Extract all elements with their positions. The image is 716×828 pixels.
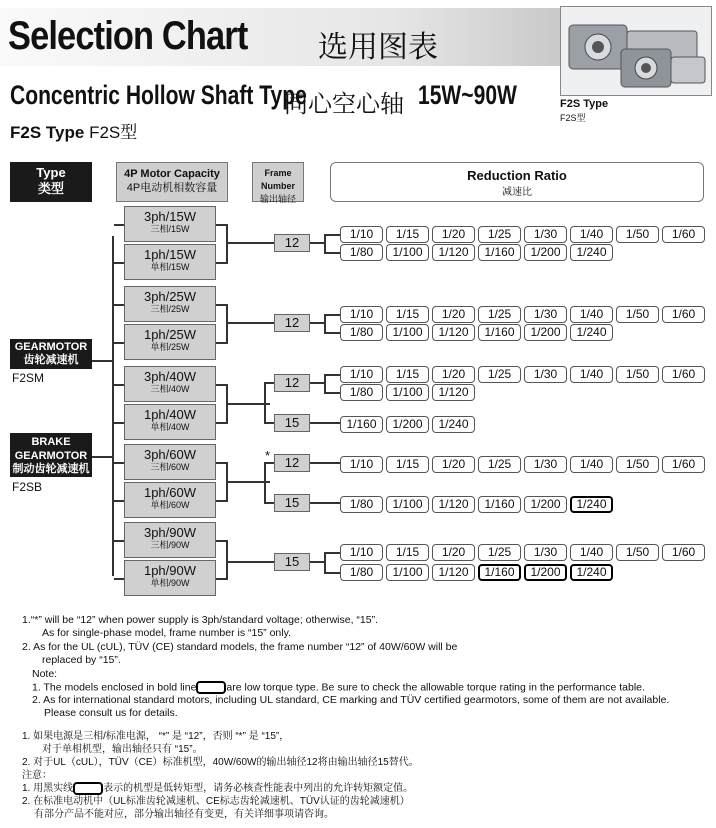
note-en-nt1: 1. The models enclosed in bold line are low torque type. Be sure to check the allowable torque rating in the performance table. [32,681,645,694]
ratio-row [340,306,705,323]
ratio-cell: 1/200 [524,324,567,341]
ratio-cell: 1/160 [478,244,521,261]
motor-label: 3ph/25W [143,289,197,304]
page-title-cn: 选用图表 [318,31,438,64]
column-type: Type 类型 [10,162,92,202]
ratio-cell: 1/120 [432,496,475,513]
ratio-cell: 1/60 [662,226,705,243]
tree-branch [324,552,326,574]
ratio-cell: 1/120 [432,324,475,341]
ratio-row [340,564,613,581]
tree-branch [264,382,266,424]
ratio-cell: 1/240 [570,244,613,261]
ratio-cell: 1/240 [570,324,613,341]
photo-caption-cn: F2S型 [560,113,586,123]
note-cn-1b: 对于单相机型，输出轴径只有 “15”。 [42,744,203,755]
ratio-cell: 1/80 [340,496,383,513]
motor-1ph-40w [124,404,216,440]
note-cn-1a: 1. 如果电源是三相/标准电源， “*” 是 “12”，否则 “*” 是 “15”， [22,731,290,742]
ratio-cell: 1/200 [524,496,567,513]
note-cn-nt1: 1. 用黑实线 表示的机型是低转矩型，请务必核查性能表中列出的允许转矩额定值。 [22,783,414,795]
tree-branch [114,422,124,424]
ratio-cell: 1/200 [524,244,567,261]
motor-label-cn: 单相/40W [150,422,190,432]
tree-branch [114,578,124,580]
ratio-cell: 1/40 [570,366,613,383]
subtitle: Concentric Hollow Shaft Type [10,80,307,110]
tree-branch [216,304,226,306]
ratio-row [340,366,705,383]
tree-branch [114,384,124,386]
ratio-cell: 1/25 [478,366,521,383]
motor-label-cn: 三相/40W [150,384,190,394]
ratio-cell: 1/15 [386,456,429,473]
motor-3ph-40w [124,366,216,402]
motor-label-cn: 单相/25W [150,342,190,352]
tree-branch [226,540,228,580]
note-cn-nt2a: 2. 在标准电动机中（UL标准齿轮减速机、CE标志齿轮减速机、TÜV认证的齿轮减速机） [22,796,410,807]
frame-asterisk: * [265,448,271,463]
photo-caption: F2S Type [560,98,609,110]
tree-branch [216,262,226,264]
ratio-cell: 1/15 [386,226,429,243]
ratio-cell: 1/80 [340,324,383,341]
tree-branch [226,304,228,344]
tree-branch [226,322,274,324]
motor-3ph-15w [124,206,216,242]
motor-label: 1ph/15W [143,247,197,262]
ratio-cell: 1/60 [662,456,705,473]
bold-line-sample [196,681,226,694]
tree-branch [264,502,274,504]
motor-label: 3ph/90W [143,525,197,540]
ratio-cell: 1/50 [616,366,659,383]
tree-link-brake [92,456,112,458]
tree-branch [216,462,226,464]
tree-branch [310,462,340,464]
note-cn-nt2b: 有部分产品不能对应，部分输出轴径有变更，有关详细事项请咨询。 [34,809,334,820]
ratio-cell: 1/100 [386,564,429,581]
ratio-cell: 1/10 [340,456,383,473]
motor-1ph-25w [124,324,216,360]
tree-branch [310,322,324,324]
ratio-cell: 1/25 [478,226,521,243]
frame-number-15: 15 [274,553,310,571]
ratio-cell: 1/40 [570,306,613,323]
ratio-cell: 1/25 [478,306,521,323]
tree-branch [216,578,226,580]
motor-label: 3ph/15W [143,209,197,224]
note-cn-2: 2. 对于UL（cUL），TÜV（CE）标准机型，40W/60W的输出轴径12将由输出轴径15替代。 [22,757,419,768]
tree-branch [264,422,274,424]
tree-branch [310,382,324,384]
ratio-cell: 1/20 [432,456,475,473]
ratio-cell: 1/10 [340,306,383,323]
motor-label-cn: 单相/15W [150,262,190,272]
ratio-cell: 1/80 [340,244,383,261]
tree-branch [310,242,324,244]
tree-branch [324,552,340,554]
ratio-cell: 1/40 [570,226,613,243]
ratio-cell: 1/20 [432,544,475,561]
tree-branch [324,234,340,236]
note-en-2b: replaced by “15”. [42,654,121,666]
tree-branch [216,500,226,502]
motor-label: 1ph/40W [143,407,197,422]
ratio-row [340,384,475,401]
ratio-cell: 1/20 [432,226,475,243]
ratio-cell: 1/20 [432,306,475,323]
ratio-cell: 1/200 [524,564,567,581]
frame-number-12: 12 [274,234,310,252]
tree-branch [226,561,274,563]
tree-branch [226,242,274,244]
frame-number-12: 12 [274,374,310,392]
motor-label-cn: 三相/60W [150,462,190,472]
ratio-row [340,416,475,433]
subtitle-cn: 同心空心轴 [284,91,404,118]
product-photo [560,6,712,96]
frame-number-15: 15 [274,414,310,432]
ratio-cell: 1/100 [386,324,429,341]
motor-label-cn: 单相/60W [150,500,190,510]
ratio-cell: 1/100 [386,384,429,401]
ratio-cell: 1/80 [340,384,383,401]
ratio-cell: 1/80 [340,564,383,581]
note-en-1b: As for single-phase model, frame number is “15” only. [42,627,291,639]
page-title: Selection Chart [8,14,248,58]
tree-branch [324,252,340,254]
ratio-row [340,324,613,341]
tree-branch [264,462,266,504]
frame-number-12: 12 [274,314,310,332]
ratio-cell: 1/160 [478,324,521,341]
tree-branch [324,314,326,334]
motor-label: 1ph/25W [143,327,197,342]
bold-line-sample-cn [73,782,103,795]
ratio-cell: 1/120 [432,384,475,401]
ratio-cell: 1/100 [386,244,429,261]
tree-branch [310,422,340,424]
ratio-cell: 1/160 [478,564,521,581]
tree-branch [324,392,340,394]
motor-label: 3ph/40W [143,369,197,384]
frame-number-12: 12 [274,454,310,472]
motor-3ph-60w [124,444,216,480]
ratio-cell: 1/60 [662,366,705,383]
tree-branch [310,561,324,563]
tree-branch [324,332,340,334]
tree-branch [226,403,264,405]
motor-label: 1ph/60W [143,485,197,500]
subtitle-power: 15W~90W [418,80,517,110]
tree-branch [216,342,226,344]
note-en-1a: 1.“*” will be “12” when power supply is 3ph/standard voltage; otherwise, “15”. [22,614,379,626]
tree-branch [114,540,124,542]
tree-branch [310,502,340,504]
ratio-cell: 1/120 [432,564,475,581]
tree-branch [216,224,226,226]
ratio-row [340,244,613,261]
category-gearmotor: GEARMOTOR 齿轮减速机 [10,339,92,369]
ratio-cell: 1/10 [340,226,383,243]
ratio-cell: 1/30 [524,366,567,383]
ratio-cell: 1/15 [386,306,429,323]
note-cn-heading: 注意： [22,770,52,781]
tree-link-gearmotor [92,360,112,362]
ratio-cell: 1/40 [570,544,613,561]
tree-branch [114,262,124,264]
ratio-row [340,226,705,243]
ratio-cell: 1/40 [570,456,613,473]
column-reduction-ratio: Reduction Ratio 减速比 [330,162,704,202]
ratio-row [340,544,705,561]
tree-branch [324,234,326,254]
ratio-cell: 1/50 [616,544,659,561]
column-frame-number: Frame Number 输出轴径 [252,162,304,202]
motor-label-cn: 三相/15W [150,224,190,234]
ratio-cell: 1/30 [524,306,567,323]
ratio-cell: 1/50 [616,306,659,323]
tree-branch [324,572,340,574]
motor-1ph-60w [124,482,216,518]
ratio-cell: 1/50 [616,456,659,473]
tree-branch [324,314,340,316]
category-brake-code: F2SB [12,480,43,494]
ratio-cell: 1/100 [386,496,429,513]
tree-branch [226,481,264,483]
ratio-cell: 1/30 [524,226,567,243]
ratio-cell: 1/60 [662,544,705,561]
ratio-cell: 1/15 [386,544,429,561]
ratio-cell: 1/20 [432,366,475,383]
motor-1ph-15w [124,244,216,280]
ratio-cell: 1/200 [386,416,429,433]
tree-branch [264,382,274,384]
frame-number-15: 15 [274,494,310,512]
note-en-heading: Note: [32,668,58,680]
tree-branch [114,342,124,344]
type-label: F2S Type F2S型 [10,123,138,142]
ratio-cell: 1/15 [386,366,429,383]
ratio-cell: 1/240 [570,496,613,513]
ratio-cell: 1/25 [478,456,521,473]
ratio-cell: 1/240 [570,564,613,581]
motor-label-cn: 单相/90W [150,578,190,588]
note-en-2a: 2. As for the UL (cUL), TÜV (CE) standard models, the frame number “12” of 40W/60W will be [22,641,458,653]
ratio-cell: 1/120 [432,244,475,261]
ratio-cell: 1/160 [340,416,383,433]
ratio-cell: 1/30 [524,456,567,473]
tree-branch [216,384,226,386]
motor-label-cn: 三相/25W [150,304,190,314]
motor-3ph-25w [124,286,216,322]
tree-branch [114,500,124,502]
tree-branch [324,374,340,376]
ratio-row [340,456,705,473]
tree-trunk [112,236,114,576]
tree-branch [114,224,124,226]
note-en-nt2a: 2. As for international standard motors, including UL standard, CE marking and TÜV certified gearmotors, some of them are not available. [32,694,670,706]
ratio-cell: 1/30 [524,544,567,561]
tree-branch [216,422,226,424]
motor-label: 1ph/90W [143,563,197,578]
note-en-nt2b: Please consult us for details. [44,707,178,719]
category-gearmotor-code: F2SM [12,371,45,385]
ratio-cell: 1/50 [616,226,659,243]
motor-3ph-90w [124,522,216,558]
ratio-row [340,496,613,513]
ratio-cell: 1/160 [478,496,521,513]
tree-branch [324,374,326,394]
motor-label-cn: 三相/90W [150,540,190,550]
ratio-cell: 1/25 [478,544,521,561]
column-motor-capacity: 4P Motor Capacity 4P电动机相数容量 [116,162,228,202]
category-brake-gearmotor: BRAKE GEARMOTOR 制动齿轮减速机 [10,433,92,477]
tree-branch [114,304,124,306]
tree-branch [226,224,228,264]
tree-branch [216,540,226,542]
ratio-cell: 1/60 [662,306,705,323]
ratio-cell: 1/10 [340,544,383,561]
ratio-cell: 1/240 [432,416,475,433]
ratio-cell: 1/10 [340,366,383,383]
motor-label: 3ph/60W [143,447,197,462]
motor-1ph-90w [124,560,216,596]
tree-branch [114,462,124,464]
